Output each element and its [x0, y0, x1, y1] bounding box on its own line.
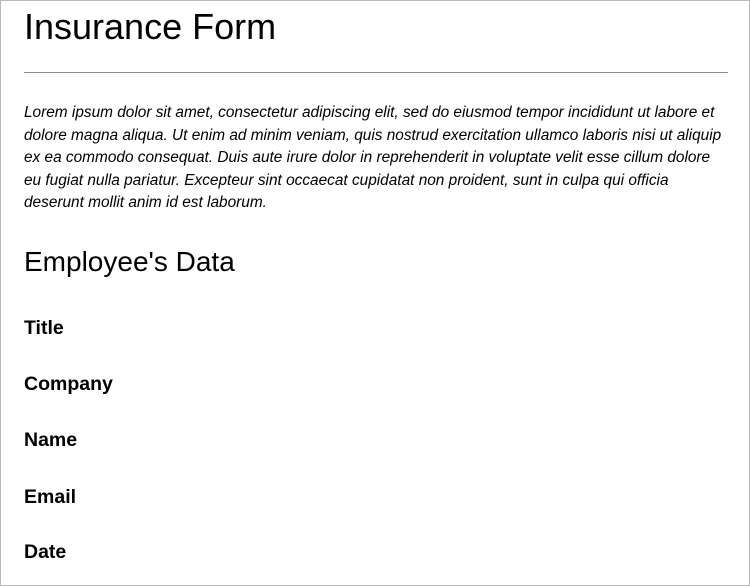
field-label-email: Email: [24, 486, 77, 508]
field-label-company: Company: [24, 373, 113, 395]
title-divider: [24, 72, 728, 73]
field-label-date: Date: [24, 541, 67, 563]
section-heading-employee-data: Employee's Data: [24, 246, 235, 277]
field-label-name: Name: [24, 429, 78, 451]
page-title: Insurance Form: [24, 6, 277, 47]
field-label-title: Title: [24, 317, 64, 339]
intro-paragraph: Lorem ipsum dolor sit amet, consectetur adipiscing elit, sed do eiusmod tempor incididunt ut labore et dolore magna aliqua. Ut enim ad minim veniam, quis nostrud exercitation ullamco laboris nisi ut aliquip ex ea commodo consequat. Duis aute irure dolor in reprehenderit in voluptate velit esse cillum dolore eu fugiat nulla pariatur. Excepteur sint occaecat cupidatat non proident, sunt in culpa qui officia deserunt mollit anim id est laborum.: [24, 104, 722, 211]
